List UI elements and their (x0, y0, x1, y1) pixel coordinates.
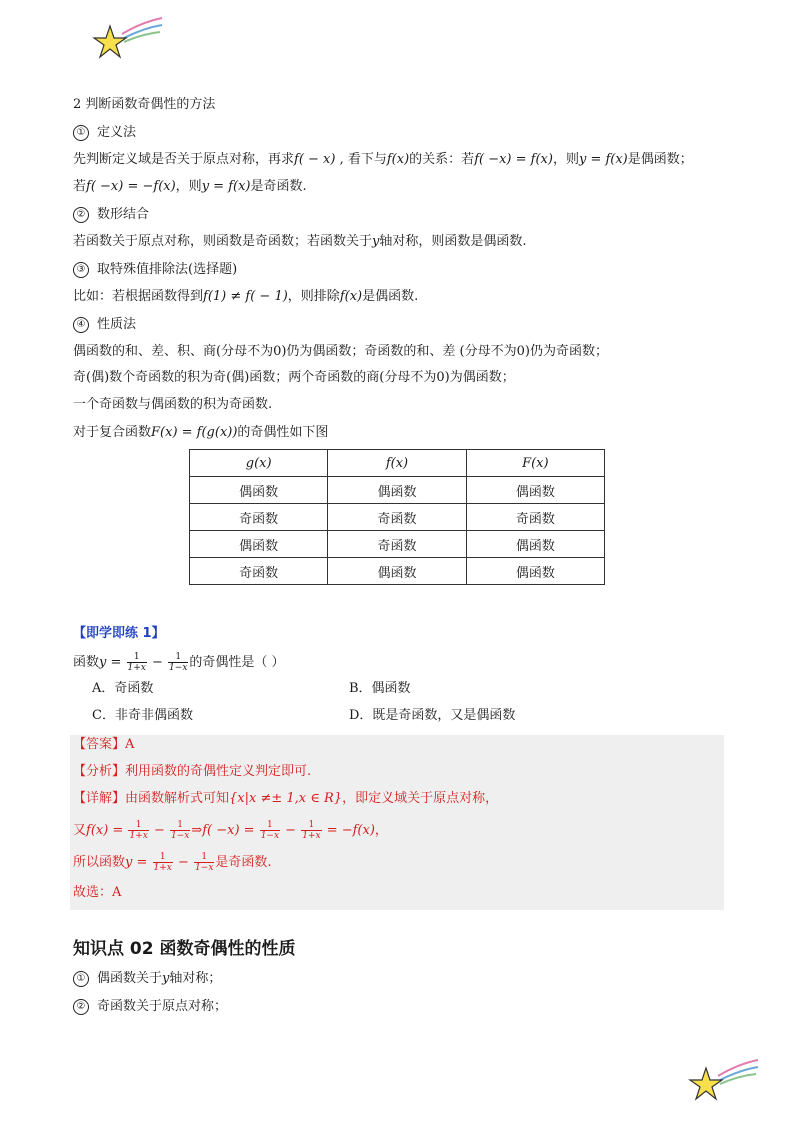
detail-line-3: 所以函数y = $\frac{1}{1+x}$ − $\frac{1}{1-x}$ 是奇函数. (73, 852, 272, 873)
choice-line: 故选：A (73, 885, 122, 900)
section-heading: 2 判断函数奇偶性的方法 (73, 97, 216, 112)
table-row (190, 504, 605, 531)
property-1: ① 偶函数关于y轴对称； (73, 970, 221, 988)
option-b[interactable]: B．偶函数 (349, 681, 411, 696)
table-header: f(x) (328, 450, 466, 477)
table-row (190, 558, 605, 585)
table-cell: 奇函数 (190, 558, 328, 585)
table-header-row (190, 450, 605, 477)
option-c[interactable]: C．非奇非偶函数 (92, 708, 193, 723)
table-header: F(x) (466, 450, 604, 477)
method-3-title: ③ 取特殊值排除法(选择题) (73, 261, 237, 279)
option-d[interactable]: D．既是奇函数，又是偶函数 (349, 708, 516, 723)
method-4-text-2: 奇(偶)数个奇函数的积为奇(偶)函数；两个奇函数的商(分母不为0)为偶函数； (73, 370, 515, 385)
table-row (190, 531, 605, 558)
table-header: g(x) (190, 450, 328, 477)
table-row (190, 477, 605, 504)
answer-line: 【答案】A (73, 737, 135, 752)
method-1-text: 先判断定义域是否关于原点对称，再求f( − x) , 看下与f(x)的关系：若f( −x) = f(x)，则y = f(x)是偶函数； (73, 152, 693, 167)
method-3-text: 比如：若根据函数得到f(1) ≠ f( − 1)，则排除f(x)是偶函数. (73, 289, 419, 304)
shooting-star-icon (92, 14, 164, 60)
table-cell: 奇函数 (328, 504, 466, 531)
table-cell: 偶函数 (190, 477, 328, 504)
table-cell: 奇函数 (190, 504, 328, 531)
table-cell: 偶函数 (466, 558, 604, 585)
section-title: 知识点 02 函数奇偶性的性质 (73, 939, 296, 959)
method-1-text-2: 若f( −x) = −f(x)，则y = f(x)是奇函数. (73, 179, 307, 194)
method-2-text: 若函数关于原点对称，则函数是奇函数；若函数关于y轴对称，则函数是偶函数. (73, 234, 527, 249)
table-cell: 偶函数 (466, 531, 604, 558)
method-4-text-3: 一个奇函数与偶函数的积为奇函数. (73, 397, 273, 412)
detail-line-1: 【详解】由函数解析式可知{x|x ≠± 1,x ∈ R}，即定义域关于原点对称， (73, 791, 499, 806)
table-cell: 偶函数 (328, 477, 466, 504)
detail-line-2: 又f(x) = $\frac{1}{1+x}$ − $\frac{1}{1-x}$ ⇒f( −x) = $\frac{1}{1-x}$ − $\frac{1}{1+x}$ = −f(x)， (73, 820, 388, 841)
table-cell: 偶函数 (328, 558, 466, 585)
parity-table (189, 449, 605, 585)
table-cell: 奇函数 (328, 531, 466, 558)
table-cell: 偶函数 (466, 477, 604, 504)
method-1-title: ① 定义法 (73, 124, 136, 142)
option-a[interactable]: A．奇函数 (92, 681, 154, 696)
exercise-heading: 【即学即练 1】 (73, 626, 165, 641)
analysis-line: 【分析】利用函数的奇偶性定义判定即可. (73, 764, 312, 779)
shooting-star-icon (688, 1056, 760, 1102)
method-4-text-4: 对于复合函数F(x) = f(g(x))的奇偶性如下图 (73, 425, 329, 440)
method-4-title: ④ 性质法 (73, 316, 136, 334)
table-cell: 偶函数 (190, 531, 328, 558)
table-cell: 奇函数 (466, 504, 604, 531)
exercise-question: 函数y = $\frac{1}{1+x}$ − $\frac{1}{1-x}$ 的奇偶性是（ ） (73, 652, 285, 673)
method-4-text-1: 偶函数的和、差、积、商(分母不为0)仍为偶函数；奇函数的和、差 (分母不为0)仍为奇函数； (73, 344, 608, 359)
method-2-title: ② 数形结合 (73, 206, 149, 224)
property-2: ② 奇函数关于原点对称； (73, 998, 227, 1016)
